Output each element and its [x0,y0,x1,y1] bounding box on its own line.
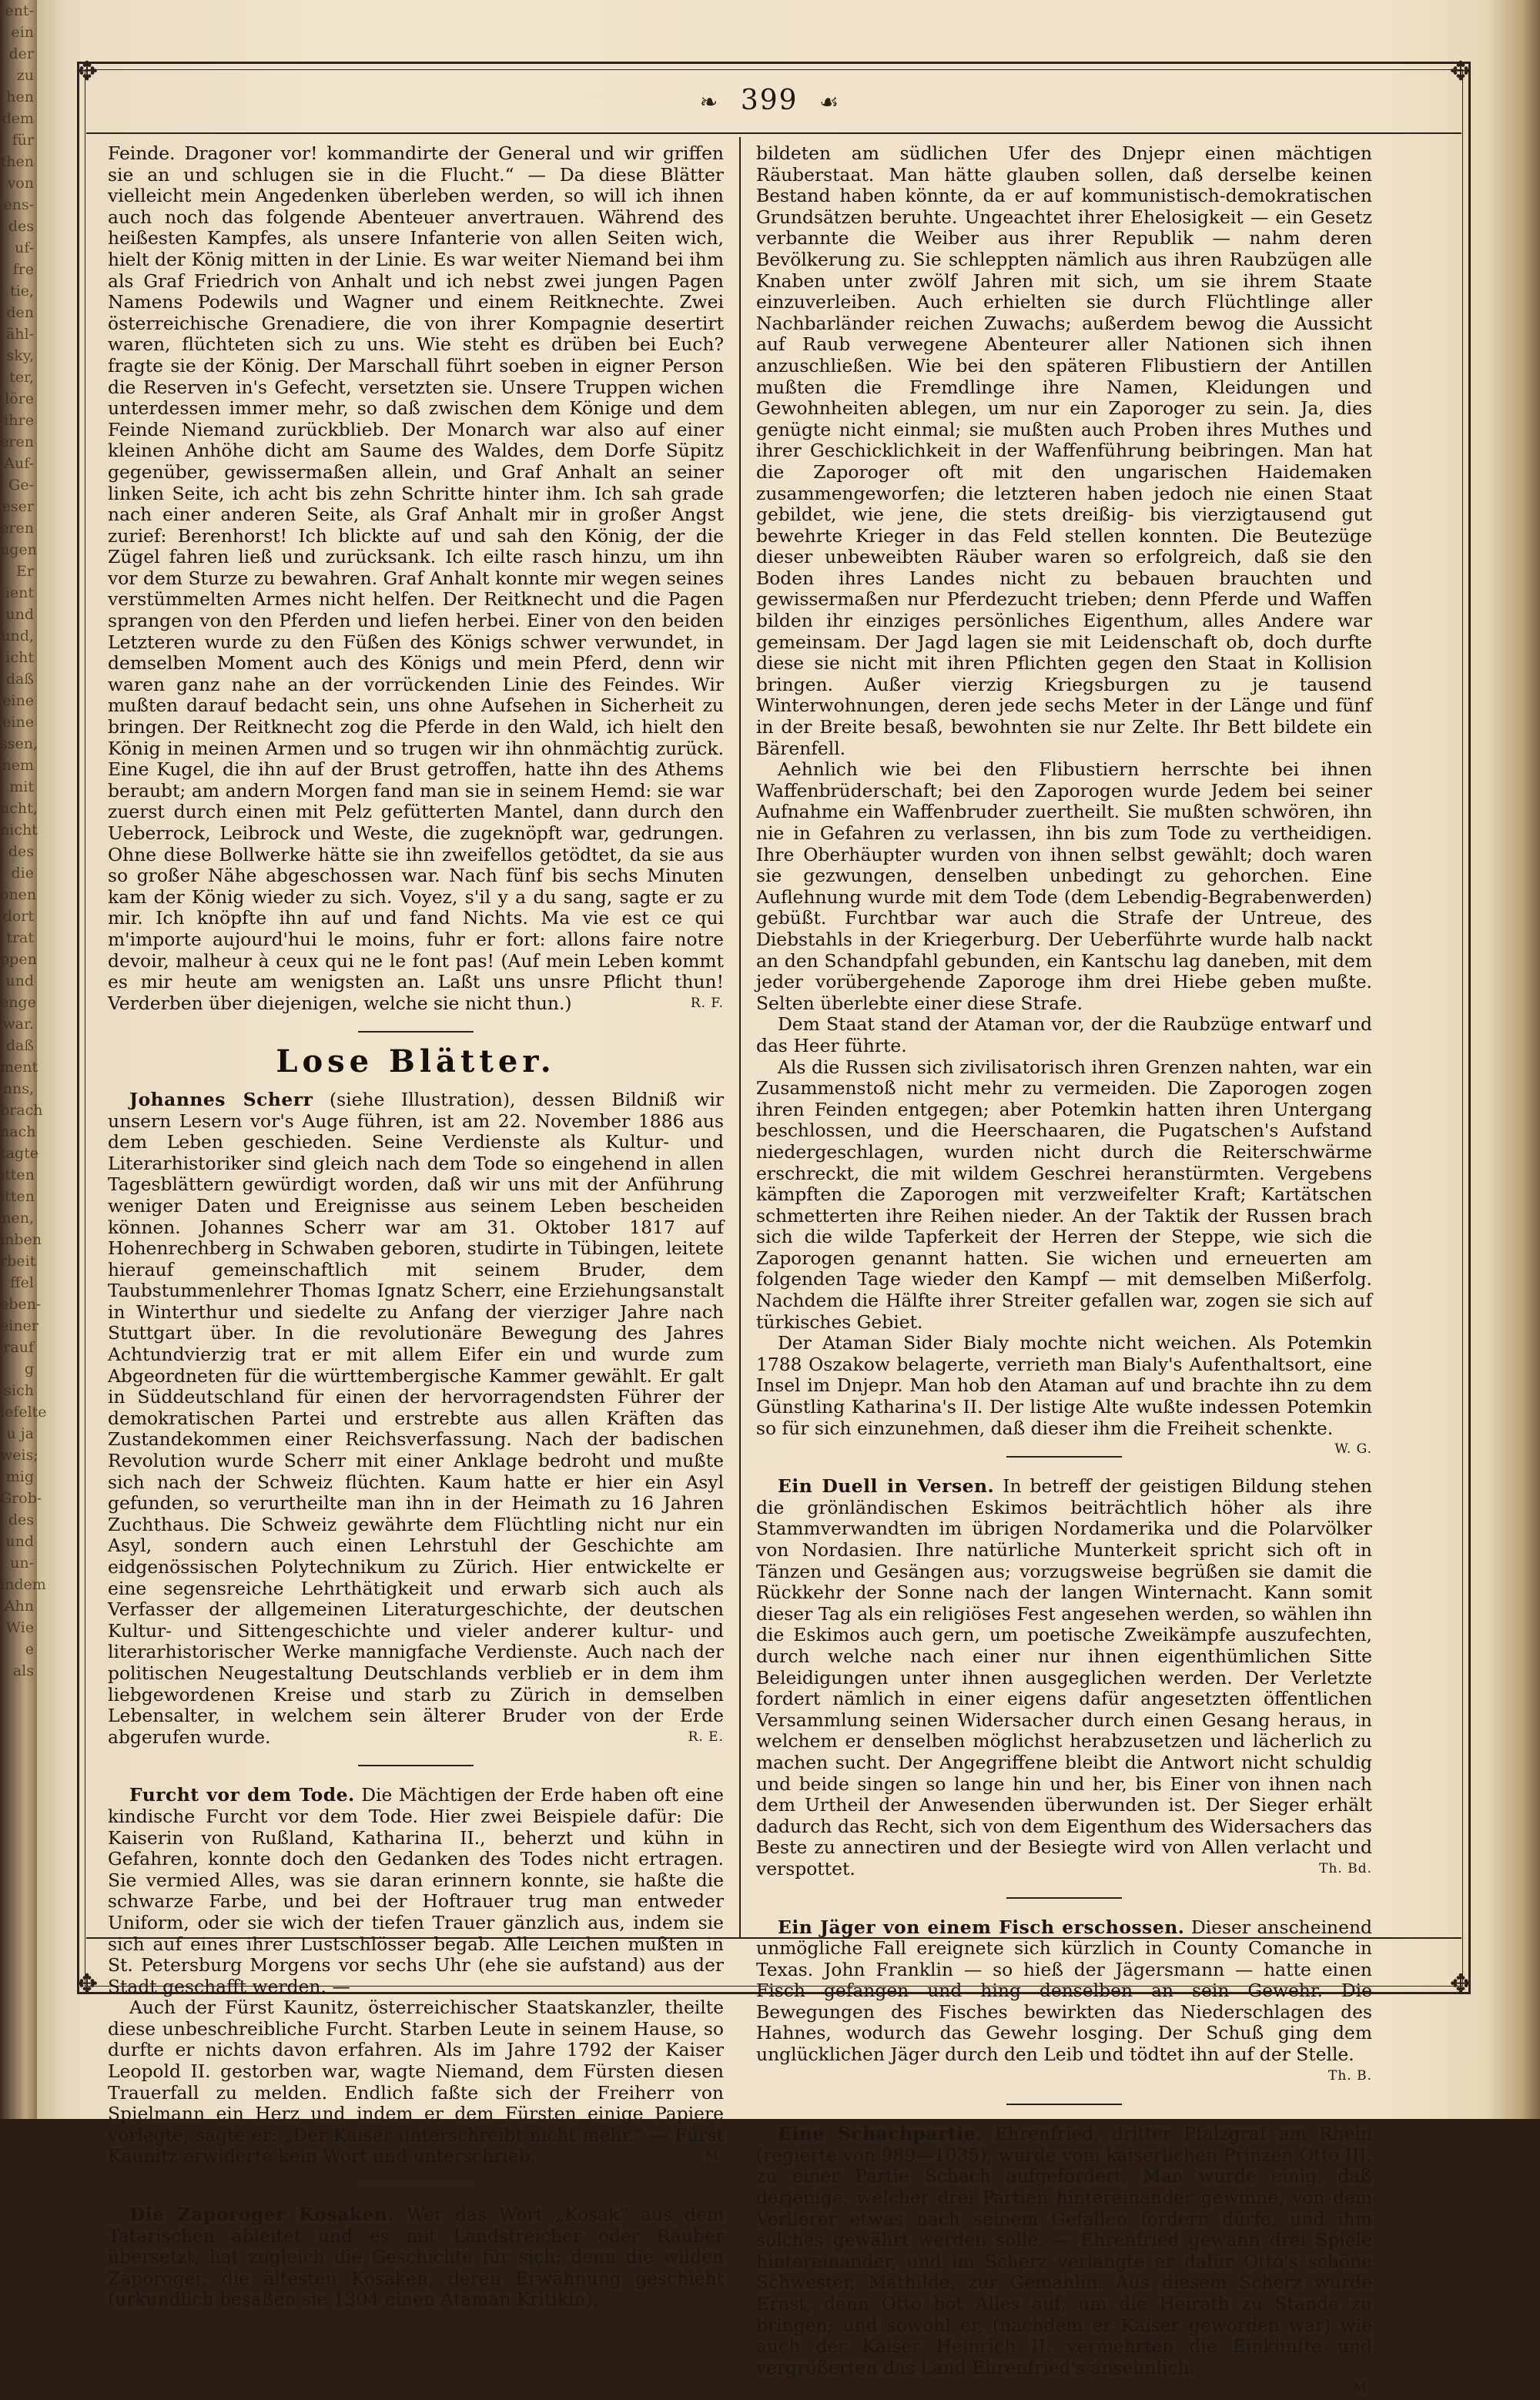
article-title: Eine Schachpartie. [778,2123,983,2145]
article-body: Auch der Fürst Kaunitz, österreichischer Staatskanzler, theilte diese unbeschreibliche Furcht. Starben Leute in seinem Hause, so durfte er nichts davon erfahren. Als im Jahre 1792 der Kaiser Leopold II. gestorben war, wagte Niemand, dem Fürsten diesen Trauerfall zu melden. Endlich faßte sich der Freiherr von Spielmann ein Herz und indem er dem Fürsten einige Papiere vorlegte, sagte er: „Der Kaiser unterschreibt nicht mehr.“ — Fürst Kaunitz erwiderte kein Wort und unterschrieb. [108,1997,724,2167]
prev-page-word: einer [0,1317,38,1334]
corner-ornament-icon: ✥ [1449,1969,1472,2000]
prev-page-word: Auf- [4,455,34,472]
prev-page-word: eren [0,520,34,537]
prev-page-word: Wie [5,1619,34,1636]
prev-page-word: g sich [4,1361,34,1399]
prev-page-word: brach [0,1102,43,1119]
article-body: Dieser anscheinend unmögliche Fall ereignete sich kürzlich in County Comanche in Texas. John Franklin — so hieß der Jägersmann — hatte einen Fisch gefangen und hing denselben an sein Gewehr. Die Bewegungen des Fisches bewirkten das Niederschlagen des Hahnes, wodurch das Gewehr losging. Der Schuß ging dem unglücklichen Jäger durch den Leib und tödtet ihn auf der Stelle. [756,1916,1372,2066]
kosaken-cont-paragraph: Aehnlich wie bei den Flibustiern herrschte bei ihnen Waffenbrüderschaft; bei den Zaporogen wurde Jedem bei seiner Aufnahme ein Waffenbruder zuertheilt. Sie mußten schwören, ihn nie in Gefahren zu verlassen, ihn bis zum Tode zu vertheidigen. Ihre Oberhäupter wurden von ihnen selbst gewählt; doch waren sie gezwungen, denselben unbedingt zu gehorchen. Eine Auflehnung wurde mit dem Tode (dem Lebendig-Begrabenwerden) gebüßt. Furchtbar war auch die Strafe der Untreue, des Diebstahls in der Kriegerburg. Der Ueberführte wurde halb nackt an den Schandpfahl gebunden, ein Kantschu lag daneben, mit dem jeder vorübergehende Zaporoge ihm drei Hiebe geben mußte. Selten überlebte einer diese Strafe. [756,758,1372,1014]
kosaken-cont-paragraph [756,1332,1372,1458]
prev-page-word: dem [2,110,34,127]
signature: Th. B. [1328,2067,1372,2084]
prev-page-word: und [5,1533,34,1550]
signature: M. [1353,2381,1372,2397]
article-body: Die Mächtigen der Erde haben oft eine kindische Furcht vor dem Tode. Hier zwei Beispiele dafür: Die Kaiserin von Rußland, Katharina II., beherzt und kühn in Gefahren, konnte doch den Gedanken des Todes nicht ertragen. Sie vermied Alles, was sie daran erinnern konnte, sie haßte die schwarze Farbe, und bei der Hoftrauer trug man entweder Uniform, oder sie wich der tiefen Trauer gänzlich aus, indem sie sich auf eines ihrer Lustschlösser begab. Alle Leichen mußten in St. Petersburg Morgens vor sechs Uhr (ehe sie aufstand) aus der Stadt geschafft werden. — [108,1784,725,1997]
prev-page-word: löre [5,390,34,407]
prev-page-word: war. [2,1016,34,1033]
corner-ornament-icon: ✥ [75,1969,99,2000]
prev-page-word: hen [6,89,34,105]
prev-page-word: e als [12,1641,34,1679]
prev-page-word: Ahn [4,1598,34,1615]
prev-page-word: onen [0,886,37,903]
article-body: (siehe Illustration), dessen Bildniß wir unsern Lesern vor's Auge führen, ist am 22. November 1886 aus dem Leben geschieden. Seine Verdienste als Kultur- und Literarhistoriker sind gleich nach dem Tode so eingehend in allen Tagesblättern gewürdigt worden, daß wir uns mit der Anführung weniger Daten und Ereignisse aus seinem Leben bescheiden können. Johannes Scherr war am 31. Oktober 1817 auf Hohenrechberg in Schwaben geboren, studirte in Tübingen, leitete hierauf gemeinschaftlich mit seinem Bruder, dem Taubstummenlehrer Thomas Ignatz Scherr, eine Erziehungsanstalt in Winterthur und siedelte zu Anfang der vierziger Jahre nach Stuttgart über. In die revolutionäre Bewegung des Jahres Achtundvierzig trat er mit allem Eifer ein und wurde zum Abgeordneten für die württembergische Kammer gewählt. Er galt in Süddeutschland für einen der hervorragendsten Führer der demokratischen Partei und erstrebte aus allen Kräften das Zustandekommen einer Reichsverfassung. Nach der badischen Revolution wurde Scherr mit einer Anklage bedroht und mußte sich nach der Schweiz flüchten. Kaum hatte er hier ein Asyl gefunden, so verurtheilte man ihn in der Heimath zu 16 Jahren Zuchthaus. Die Schweiz gewährte dem Flüchtling nicht nur ein Asyl, sondern auch einen Lehrstuhl der Geschichte am eidgenössischen Polytechnikum zu Zürich. Hier entwickelte er eine segensreiche Lehrthätigkeit und erwarb sich auch als Verfasser der allgemeinen Literaturgeschichte, der deutschen Kultur- und Sittengeschichte und vieler anderer kultur- und literarhistorischer Werke mannigfache Verdienste. Auch nach der politischen Neugestaltung Deutschlands verblieb er in dem ihm liebgewordenen Kreise und starb zu Zürich in demselben Lebensalter, in welchem sein älterer Bruder von der Erde abgerufen wurde. [108,1088,724,1748]
article-body: In betreff der geistigen Bildung stehen die grönländischen Eskimos beiträchtlich höher als ihre Stammverwandten im übrigen Nordamerika und die Polarvölker von Nordasien. Ihre natürliche Munterkeit spricht sich oft in Tänzen und Gesängen aus; vorzugsweise begrüßen sie damit die Rückkehr der Sonne nach der langen Winternacht. Kann somit dieser Tag als ein religiöses Fest angesehen werden, so wählen ihn die Eskimos auch gern, um poetische Zweikämpfe auszufechten, durch welche nach einer nur ihnen eigenthümlichen Sitte Beleidigungen unter ihnen ausgeglichen werden. Der Verletzte fordert nämlich in einer eigens dafür angesetzten öffentlichen Versammlung seinen Widersacher durch einen Gesang heraus, in welchem er denselben möglichst herabzusetzen und lächerlich zu machen sucht. Der Angegriffene bleibt die Antwort nicht schuldig und beide singen so lange hin und her, bis Einer von ihnen nach dem Urtheil der Anwesenden überwunden ist. Der Sieger erhält dadurch das Recht, sich von dem Eigenthum des Widersachers das Beste zu annectiren und der Besiegte wird von Allen verlacht und verspottet. [756,1475,1372,1879]
berenhorst-text [108,143,724,1014]
prev-page-word: ugen [0,541,37,558]
corner-ornament-icon: ✥ [1449,56,1472,87]
prev-page-word: tie, [10,283,34,300]
prev-page-word: rbeit [0,1253,36,1270]
kosaken-article [108,2204,724,2311]
prev-page-word: ent- [5,2,34,19]
left-column [108,143,724,2311]
separator-rule [1006,1456,1122,1458]
prev-page-word: ähl- [5,326,34,343]
prev-page-word: mig [5,1468,34,1485]
kosaken-cont-paragraph: Als die Russen sich zivilisatorisch ihren Grenzen nahten, war ein Zusammenstoß nicht mehr zu vermeiden. Die Zaporogen zogen ihren Feinden entgegen; aber Potemkin hatten ihren Untergang beschlossen, und die Heerschaaren, die Pugatschen's Aufstand niedergeschlagen, wurden nicht durch die Reiterschwärme erschreckt, die mit wildem Geschrei heranstürmten. Vergebens kämpften die Zaporogen mit verzweifelter Kraft; Kartätschen schmetterten ihre Reihen nieder. An der Taktik der Russen brach sich die wilde Tapferkeit der Herren der Steppe, wie sich die Zaporogen genannt hatten. Sie wichen und erneuerten am folgenden Tage wieder den Kampf — mit demselben Mißerfolg. Nachdem die Hälfte ihrer Streiter gefallen war, zogen sie sich auf türkisches Gebiet. [756,1056,1372,1333]
prev-page-word: ppen [0,951,37,968]
prev-page-word: nem [2,757,34,774]
prev-page-word: weis; [0,1447,38,1464]
separator-rule [358,1031,474,1033]
flourish-right-icon: ☙ [819,89,841,115]
prev-page-word: den [6,304,34,321]
signature: W. G. [1334,1441,1372,1458]
corner-ornament-icon: ✥ [75,56,99,87]
prev-page-word: ter, [9,369,34,386]
column-divider [739,137,741,1939]
kosaken-cont-paragraph: bildeten am südlichen Ufer des Dnjepr einen mächtigen Räuberstaat. Man hätte glauben sollen, daß derselbe keinen Bestand haben könnte, da er auf kommunistisch-demokratischen Grundsätzen beruhte. Ungeachtet ihrer Ehelosigkeit — ein Gesetz verbannte die Weiber aus ihrer Republik — nahm deren Bevölkerung zu. Sie schleppten nämlich aus ihren Raubzügen alle Knaben unter zwölf Jahren mit sich, um sie ihrem Staate einzuverleiben. Auch erhielten sie durch Flüchtlinge aller Nachbarländer reichen Zuwachs; außerdem bewog die Aussicht auf Raub verwegene Abenteurer aller Nationen sich ihnen anzuschließen. Wie bei den späteren Flibustiern der Antillen mußten die Fremdlinge ihre Namen, Kleidungen und Gewohnheiten ablegen, um nur ein Zaporoger zu sein. Ja, dies genügte nicht einmal; sie mußten auch Proben ihres Muthes und ihrer Geschicklichkeit in der Waffenführung beibringen. Man hat die Zaporoger oft mit den ungarischen Haidemaken zusammengeworfen; die letzteren haben jedoch nie einen Staat gebildet, wie jene, die stets dreißig- bis vierzigtausend gut bewehrte Krieger in das Feld stellen konnten. Die Beutezüge dieser unbeweibten Räuber waren so erfolgreich, daß sie den Boden ihres Landes nicht zu bebauen brauchten und gewissermaßen nur Pferdezucht trieben; denn Pferde und Waffen bilden ihr einziges persönliches Eigenthum, alles Andere war gemeinsam. Der Jagd lagen sie mit Leidenschaft ob, doch durfte diese sie nicht mit ihren Pflichten gegen den Staat in Kollision bringen. Außer vierzig Kriegsburgen zu je tausend Winterwohnungen, deren jede sechs Meter in der Länge und fünf in der Breite besaß, bewohnten sie nur Zelte. Ihr Bett bildete ein Bärenfell. [756,142,1372,759]
prev-page-word: mit [9,778,34,795]
furcht-article-cont [108,1997,724,2167]
prev-page-word: Grob- [0,1490,42,1507]
previous-page-edge [0,0,47,2119]
berenhorst-paragraph: Feinde. Dragoner vor! kommandirte der General und wir griffen sie an und schlugen sie in die Flucht.“ — Da diese Blätter vielleicht mein Angedenken überleben werden, so will ich ihnen auch noch das folgende Abenteuer anvertrauen. Während des heißesten Kampfes, als unsere Infanterie von allen Seiten wich, hielt der König mitten in der Linie. Es war weiter Niemand bei ihm als Graf Friedrich von Anhalt und ich nebst zwei jungen Pagen Namens Podewils und Wagner und einem Reitknechte. Zwei österreichische Grenadiere, die von ihrer Kompagnie desertirt waren, flüchteten sich zu uns. Wie steht es drüben bei Euch? fragte sie der König. Der Marschall führt soeben in eigner Person die Reserven in's Gefecht, versetzten sie. Unsere Truppen wichen unterdessen immer mehr, so daß zwischen dem Könige und dem Feinde Niemand zurückblieb. Der Monarch war also auf einer kleinen Anhöhe dicht am Saume des Waldes, dem Dorfe Süpitz gegenüber, gewissermaßen allein, und Graf Anhalt an seiner linken Seite, ich acht bis zehn Schritte hinter ihm. Ich sah grade nach einer anderen Seite, als Graf Anhalt mir in großer Angst zurief: Berenhorst! Ich blickte auf und sah den König, der die Zügel fahren ließ und zurücksank. Ich eilte rasch hinzu, um ihn vor dem Sturze zu bewahren. Graf Anhalt konnte mir wegen seines verstümmelten Armes nicht helfen. Der Reitknecht und die Pagen sprangen von den Pferden und liefen herbei. Einer von den beiden Letzteren wurde zu den Füßen des Königs schwer verwundet, in demselben Moment auch des Königs und mein Pferd, denn wir waren ganz nahe an der vorrückenden Linie des Feindes. Wir mußten darauf bedacht sein, uns ohne Aufsehen in Sicherheit zu bringen. Der Reitknecht zog die Pferde in den Wald, ich hielt den König in meinen Armen und so trugen wir ihn ohnmächtig zurück. Eine Kugel, die ihn auf der Brust getroffen, hatte ihn des Athems beraubt; am andern Morgen fand man sie in seinem Hemd: sie war zuerst durch einen mit Pelz gefütterten Mantel, dann durch den Ueberrock, Leibrock und Weste, die zugeknöpft war, gedrungen. Ohne diese Bollwerke hätte sie ihn zweifellos getödtet, da sie aus so großer Nähe abgeschossen war. Nach fünf bis sechs Minuten kam der König wieder zu sich. Voyez, s'il y a du sang, sagte er zu mir. Ich knöpfte ihn auf und fand Nichts. Ma vie est ce qui m'importe aujourd'hui le moins, fuhr er fort: allons faire notre devoir, malheur à ceux qui ne le font pas! (Auf mein Leben kommt es mir heute am wenigsten an. Laßt uns unsre Pflicht thun! Verderben über diejenigen, welche sie nicht thun.) [108,142,724,1014]
prev-page-word: inben [0,1231,42,1248]
prev-page-word: daß [5,1037,34,1054]
separator-rule [1006,2104,1122,2105]
prev-page-word: für [12,132,34,149]
prev-page-word: und, [1,628,34,644]
article-title: Ein Duell in Versen. [778,1475,995,1498]
article-title: Johannes Scherr [129,1088,313,1110]
prev-page-word: nach [0,1123,36,1140]
prev-page-word: ssen, [0,735,38,752]
flourish-left-icon: ❧ [699,89,720,115]
prev-page-word: indem [0,1576,46,1593]
signature: M. [705,2148,724,2164]
prev-page-word: u ja [6,1425,34,1442]
article-body: Wer das Wort „Kosak“ aus dem Tatarischen ableitet und es mit Landstreicher oder Räuber übersetzt, hat zugleich die Geschichte für sich; denn die wilden Zaporoger, die ältesten Kosaken, deren Erwähnung geschieht (urkundlich besaßen sie 1304 einen Ataman Kritikin), [108,2204,725,2311]
signature: R. E. [688,1729,724,1745]
jaeger-article [756,1917,1372,2066]
prev-page-word: nen, [2,1210,34,1227]
prev-page-word: then [0,153,34,170]
prev-page-word: Ge- [8,477,34,494]
right-column [756,143,1372,2400]
prev-page-word: un- [10,1555,34,1572]
kosaken-cont-paragraph: Dem Staat stand der Ataman vor, der die Raubzüge entwarf und das Heer führte. [756,1013,1372,1056]
article-title: Furcht vor dem Tode. [129,1784,355,1806]
prev-page-word: nicht [0,822,38,838]
scherr-article [108,1090,724,1748]
prev-page-word: ens- [3,196,34,213]
prev-page-word: eren [0,433,34,450]
separator-rule [1006,1897,1122,1899]
kosaken-cont-text: Der Ataman Sider Bialy mochte nicht weichen. Als Potemkin 1788 Oszakow belagerte, verrieth man Bialy's Aufenthaltsort, eine Insel im Dnjepr. Man hob den Ataman auf und brachte ihn zu dem Günstling Katharina's II. Der listige Alte wußte indessen Potemkin so für sich einzunehmen, daß dieser ihm die Freiheit schenkte. [756,1332,1372,1439]
page-number: 399 [740,85,798,116]
prev-page-word: icht [5,649,34,666]
duell-article [756,1476,1372,1879]
prev-page-word: zu [16,67,34,84]
header-rule [86,132,1461,134]
prev-page-word: ient [5,584,34,601]
prev-page-word: rauf [3,1339,34,1356]
signature: Th. Bd. [1319,1860,1372,1876]
prev-page-word: dort [2,908,34,925]
page-number-header [616,85,924,116]
prev-page-word: Er [16,563,34,580]
section-heading: Lose Blätter. [276,1043,556,1080]
prev-page-word: eine [2,714,34,731]
prev-page-word: eser [2,498,34,515]
prev-page-word: ucht, [0,800,38,817]
article-title: Ein Jäger von einem Fisch erschossen. [778,1916,1185,1938]
prev-page-word: ffel [10,1274,34,1291]
prev-page-word: von [7,175,34,192]
prev-page-word: und [5,606,34,623]
separator-rule [358,1765,474,1766]
furcht-article [108,1785,724,1997]
prev-page-word: ihre [4,412,34,429]
prev-page-word: uf- [14,239,34,256]
prev-page-word: fre [12,261,34,278]
prev-page-word: und [5,972,34,989]
prev-page-word: daß [5,671,34,688]
prev-page-word: die [11,865,34,882]
article-body: Ehrenfried, dritter Pfalzgraf am Rhein (regierte von 989—1035), wurde vom kaiserlichen Prinzen Otto III. zu einer Partie Schach aufgefordert. Man wurde einig, daß derjenige, welcher drei Partien hintereinander gewinne, von dem Verlierer etwas nach seinem Gefallen fordern dürfe, und ihm solches gewährt werden solle. — Ehrenfried gewann drei Spiele hintereinander, und im Scherz verlangte er dafür Otto's schöne Schwester, Mathilde, zur Gemahlin. Aus diesem Scherz wurde Ernst, denn Otto bot Alles auf, um die Heirath zu Stande zu bringen; und sowohl er, (nachdem er Kaiser geworden war) wie auch der Kaiser Heinrich II. vermehrten die Einkünfte und vergrößerten das Land Ehrenfried's ansehnlich. [756,2123,1373,2378]
prev-page-word: sky, [6,347,34,364]
prev-page-word: des [8,843,34,860]
prev-page-word: eine [2,692,34,709]
prev-page-word: des [8,218,34,235]
prev-page-word: enge [0,994,36,1011]
prev-page-word: tagte [0,1145,39,1162]
prev-page-word: trat [6,929,34,946]
prev-page-word: der [8,45,34,62]
prev-page-word: itten [0,1188,35,1205]
prev-page-word: eben- [0,1296,42,1313]
prev-page-word: ein [11,24,34,41]
schach-article [756,2124,1372,2378]
prev-page-word: des [8,1511,34,1528]
prev-page-word: ment [0,1059,38,1076]
article-title: Die Zaporoger Kosaken. [129,2204,395,2226]
prev-page-word: nns, [2,1080,34,1097]
prev-page-word: iefelte [0,1404,47,1421]
prev-page-word: itten [0,1167,35,1183]
separator-rule [358,2184,474,2186]
signature: R. F. [690,995,724,1011]
